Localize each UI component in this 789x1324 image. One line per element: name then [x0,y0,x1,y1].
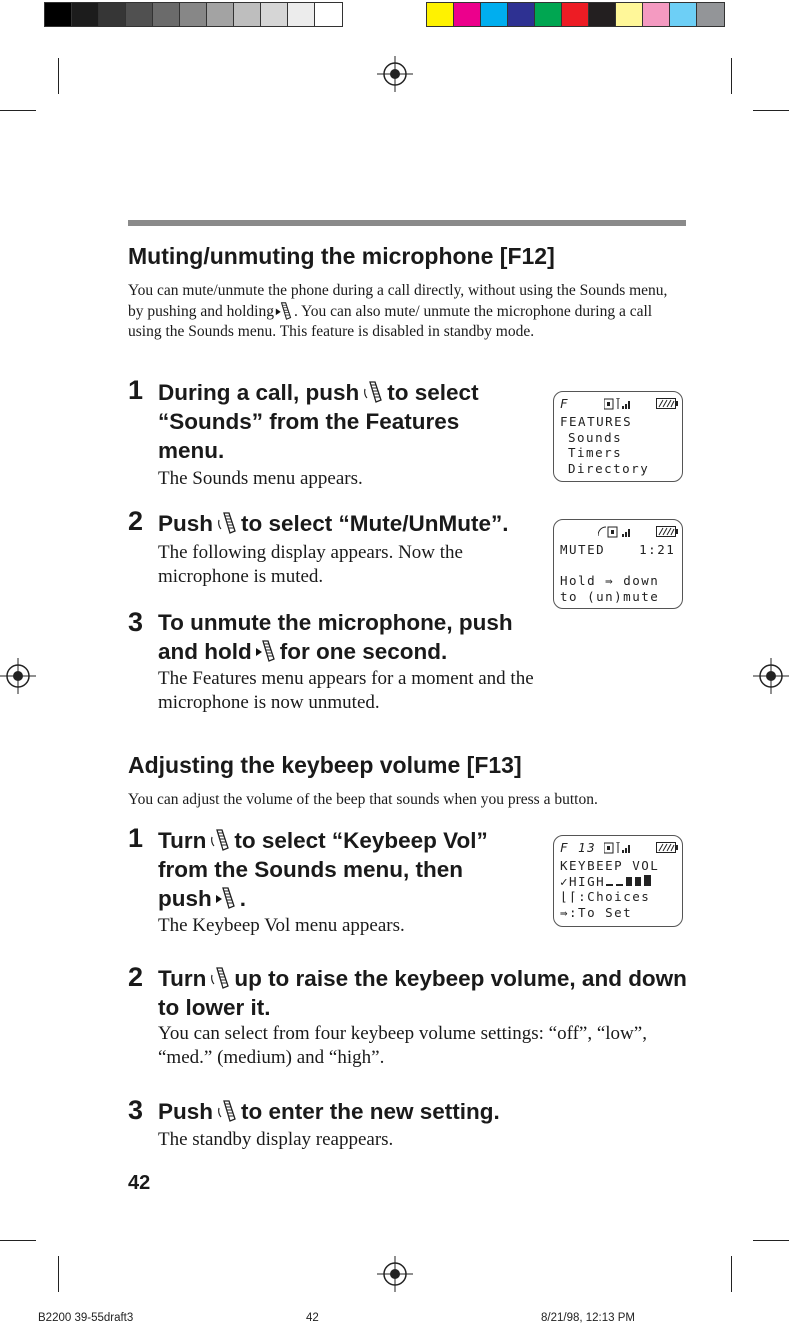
features-menu-display [553,391,683,482]
battery-icon [656,842,678,853]
display-line: Sounds [568,429,623,445]
crop-mark [753,110,789,111]
registration-mark-icon [753,658,789,694]
color-swatch [697,3,724,26]
color-swatch [562,3,589,26]
display-line: Hold [560,573,597,588]
color-swatch [427,3,454,26]
section-heading: Muting/unmuting the microphone [F12] [128,243,555,269]
step-number: 2 [128,962,144,992]
check-icon: ✓ [560,873,570,889]
color-swatch [261,3,288,26]
mute-status: MUTED [560,542,606,557]
color-swatch [508,3,535,26]
crop-mark [0,1240,36,1241]
step-title: Push to enter the new setting. [158,1099,500,1124]
step-description: The standby display reappears. [158,1129,394,1150]
step-title: To unmute the microphone, push and hold for one second. [158,610,513,664]
color-swatch [207,3,234,26]
volume-level: HIGH [569,873,606,889]
display-line: to (un)mute [560,588,660,604]
display-line: Timers [568,445,623,460]
push-arrow-icon: ⇛ [560,904,570,920]
step-number: 3 [128,607,144,637]
jog-dial-push-icon [215,886,237,910]
display-line: :To Set [569,904,633,920]
crop-mark [58,1256,59,1292]
muted-display [553,519,683,609]
color-swatch [288,3,315,26]
step-number: 1 [128,823,144,853]
feature-indicator: F 13 [560,840,597,855]
jog-dial-push-icon [255,639,277,663]
display-line: down [623,573,660,588]
intro-paragraph: You can mute/unmute the phone during a call directly, without using the Sounds menu, by pushing and holding . You can also mute/ unmute the microphone during a call using the Sounds menu. This feature is disabled in standby mode. [128,282,668,340]
crop-mark [731,58,732,94]
color-calibration-bar [426,2,725,27]
color-swatch [234,3,261,26]
color-swatch [454,3,481,26]
color-swatch [670,3,697,26]
footer-page: 42 [306,1312,319,1324]
step-description: You can select from four keybeep volume settings: “off”, “low”, “med.” (medium) and “high”. [158,1023,647,1068]
signal-strength-icon [604,842,644,854]
call-timer: 1:21 [639,542,676,557]
registration-mark-icon [0,658,36,694]
color-swatch [153,3,180,26]
keybeep-volume-display [553,835,683,927]
signal-strength-icon [598,526,638,538]
push-arrow-icon: ⇛ [605,573,615,588]
color-swatch [643,3,670,26]
page-number: 42 [128,1172,151,1194]
jog-dial-icon [216,1099,238,1123]
signal-strength-icon [604,398,644,410]
step-description: The following display appears. Now the microphone is muted. [158,542,463,587]
battery-icon [656,526,678,537]
step-description: The Features menu appears for a moment and the microphone is now unmuted. [158,668,534,713]
step-title: Push to select “Mute/UnMute”. [158,511,509,536]
step-title: Turn to select “Keybeep Vol” from the Sounds menu, then push . [158,828,488,911]
crop-mark [58,58,59,94]
color-swatch [481,3,508,26]
crop-mark [731,1256,732,1292]
section-heading: Adjusting the keybeep volume [F13] [128,752,522,778]
color-swatch [616,3,643,26]
color-swatch [72,3,99,26]
color-swatch [180,3,207,26]
step-number: 1 [128,375,144,405]
footer-timestamp: 8/21/98, 12:13 PM [541,1312,635,1324]
crop-mark [753,1240,789,1241]
jog-dial-push-icon [275,301,293,321]
section-rule [128,220,686,226]
step-title: Turn up to raise the keybeep volume, and down to lower it. [158,966,687,1020]
step-number: 2 [128,506,144,536]
feature-indicator: F [560,396,570,411]
color-swatch [99,3,126,26]
battery-icon [656,398,678,409]
jog-dial-icon [216,511,238,535]
color-swatch [126,3,153,26]
display-line: :Choices [578,889,651,904]
display-line: Directory [568,460,650,476]
step-title: During a call, push to select “Sounds” from the Features menu. [158,380,479,463]
volume-bar-icon [605,874,653,887]
registration-mark-icon [377,1256,413,1292]
crop-mark [0,110,36,111]
color-swatch [535,3,562,26]
step-number: 3 [128,1095,144,1125]
step-description: The Keybeep Vol menu appears. [158,915,405,936]
color-swatch [589,3,616,26]
color-swatch [315,3,342,26]
footer-filename: B2200 39-55draft3 [38,1312,134,1324]
jog-dial-icon [209,828,231,852]
jog-dial-icon [209,966,231,990]
step-description: The Sounds menu appears. [158,468,363,489]
registration-mark-icon [377,56,413,92]
display-line: KEYBEEP VOL [560,858,660,873]
grey-calibration-bar [44,2,343,27]
color-swatch [45,3,72,26]
intro-paragraph: You can adjust the volume of the beep that sounds when you press a button. [128,791,598,808]
handset-icon: ⌊⌈ [560,889,579,904]
display-line: FEATURES [560,414,633,429]
jog-dial-icon [362,380,384,404]
